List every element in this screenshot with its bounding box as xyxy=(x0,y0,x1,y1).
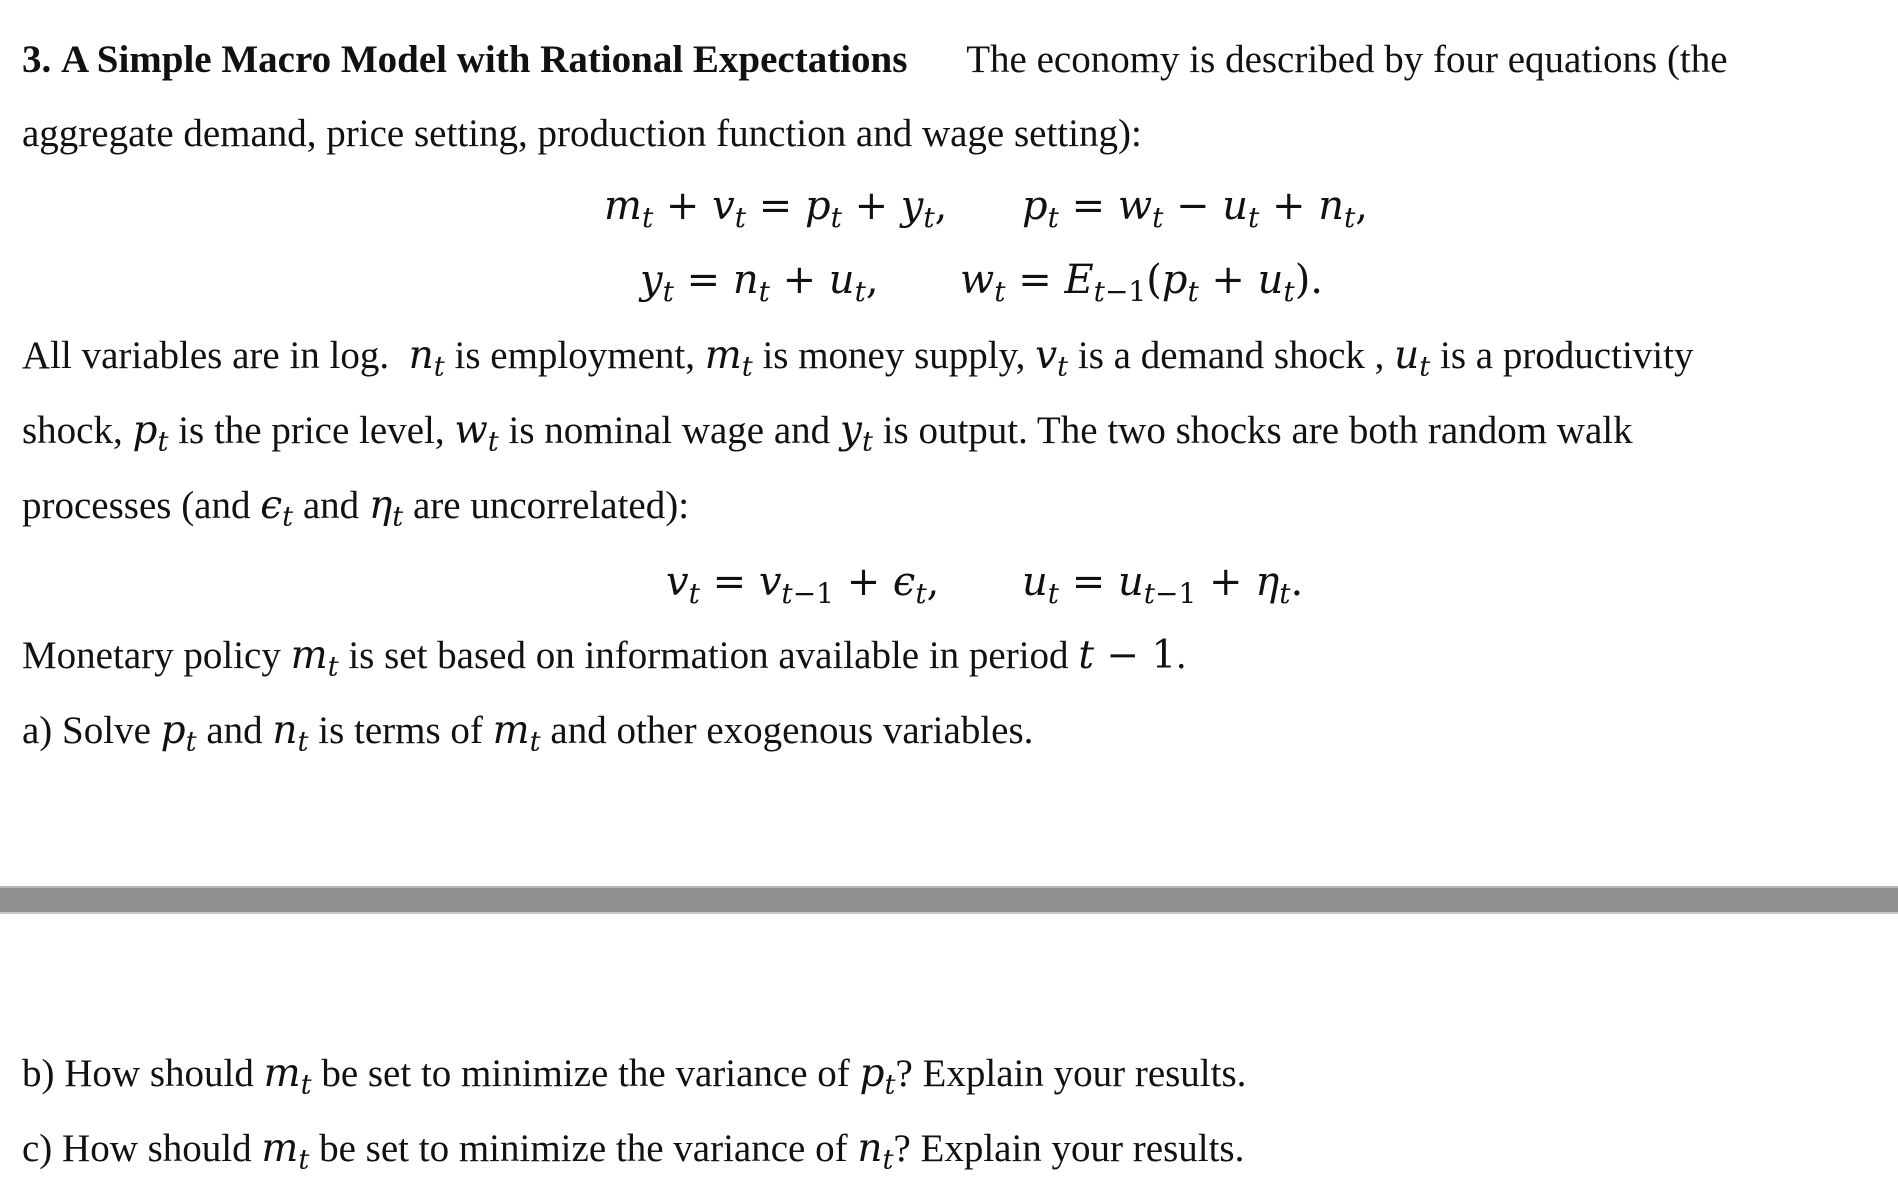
equation-productivity-shock-random-walk: $u_t = u_{t-1} + \eta_t$. xyxy=(1022,559,1304,610)
text-segment: is output. The two shocks are both random walk xyxy=(882,409,1633,452)
problem-heading-line xyxy=(22,40,1728,79)
intro-text-2: aggregate demand, price setting, production function and wage setting): xyxy=(22,112,1142,155)
text-segment: ? Explain your results. xyxy=(893,1127,1245,1170)
text-segment: is nominal wage and xyxy=(508,409,831,452)
math-m-t: $m_t$ xyxy=(290,633,339,683)
text-segment: All variables are in log. xyxy=(22,334,390,377)
text-segment: shock, xyxy=(22,409,123,452)
text-segment: are uncorrelated): xyxy=(413,484,690,527)
text-segment: Monetary policy xyxy=(22,634,281,677)
text-segment: is employment, xyxy=(454,334,695,377)
math-m-t: $m_t$ xyxy=(261,1126,310,1176)
math-u-t: $u_t$ xyxy=(1394,333,1431,383)
math-eta-t: $\eta_t$ xyxy=(368,483,404,533)
text-segment: c) How should xyxy=(22,1127,252,1170)
math-p-t: $p_t$ xyxy=(859,1051,896,1101)
math-v-t: $v_t$ xyxy=(1035,333,1069,383)
math-t-minus-1: t − 1 xyxy=(1078,633,1177,678)
text-segment: processes (and xyxy=(22,484,251,527)
text-segment: is a productivity xyxy=(1440,334,1694,377)
section-divider xyxy=(0,886,1898,914)
problem-title: A Simple Macro Model with Rational Expectations xyxy=(61,38,908,81)
text-segment: be set to minimize the variance of xyxy=(319,1127,848,1170)
text-segment: is a demand shock , xyxy=(1077,334,1385,377)
text-segment: and other exogenous variables. xyxy=(550,709,1034,752)
problem-intro: The economy is described by four equations (the xyxy=(966,38,1728,81)
text-segment: . xyxy=(1176,634,1187,677)
problem-intro-line-2 xyxy=(22,114,1142,153)
variables-description-line-1 xyxy=(22,333,1694,383)
equation-demand-shock-random-walk: $v_t = v_{t-1} + \epsilon_t$, xyxy=(666,559,940,610)
math-m-t: $m_t$ xyxy=(492,708,541,758)
text-segment: ? Explain your results. xyxy=(895,1052,1247,1095)
math-y-t: $y_t$ xyxy=(839,408,873,458)
math-m-t: $m_t$ xyxy=(263,1051,312,1101)
text-segment: is the price level, xyxy=(178,409,445,452)
variables-description-line-2 xyxy=(22,408,1633,458)
math-w-t: $w_t$ xyxy=(454,408,499,458)
math-n-t: $n_t$ xyxy=(857,1126,894,1176)
problem-number: 3. xyxy=(22,38,52,81)
equation-price-setting: $p_t = w_t - u_t + n_t$, xyxy=(1022,183,1369,234)
equation-aggregate-demand: $m_t + v_t = p_t + y_t$, xyxy=(604,183,948,234)
variables-description-line-3 xyxy=(22,483,690,533)
question-b xyxy=(22,1051,1247,1101)
monetary-policy-line xyxy=(22,633,1187,683)
text-segment: is money supply, xyxy=(762,334,1026,377)
text-segment: b) How should xyxy=(22,1052,254,1095)
math-m-t: $m_t$ xyxy=(704,333,753,383)
text-segment: is set based on information available in period xyxy=(348,634,1069,677)
math-n-t: $n_t$ xyxy=(408,333,445,383)
text-segment: a) Solve xyxy=(22,709,151,752)
question-c xyxy=(22,1126,1245,1176)
equation-wage-setting: $w_t = E_{t-1}(p_t + u_t)$. xyxy=(960,257,1324,308)
math-n-t: $n_t$ xyxy=(272,708,309,758)
text-segment: and xyxy=(302,484,360,527)
math-epsilon-t: $\epsilon_t$ xyxy=(260,483,294,533)
text-segment: is terms of xyxy=(318,709,483,752)
text-segment: and xyxy=(206,709,263,752)
text-segment: be set to minimize the variance of xyxy=(321,1052,850,1095)
equation-production-function: $y_t = n_t + u_t$, xyxy=(640,257,879,308)
question-a xyxy=(22,708,1034,758)
math-p-t: $p_t$ xyxy=(132,408,169,458)
math-p-t: $p_t$ xyxy=(160,708,197,758)
